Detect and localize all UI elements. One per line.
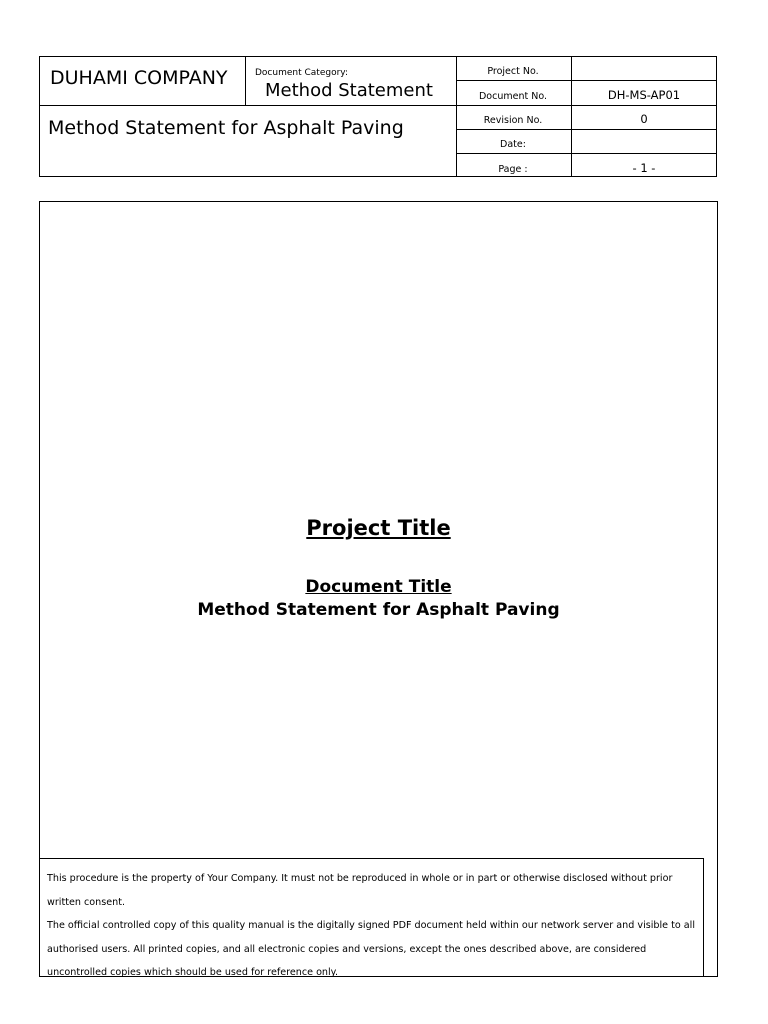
document-category-value: Method Statement (265, 80, 433, 101)
page-value: - 1 - (632, 161, 656, 175)
revision-no-value: 0 (640, 112, 648, 126)
header-divider (456, 80, 717, 81)
header-divider (245, 57, 246, 105)
document-no-value: DH-MS-AP01 (607, 88, 681, 102)
date-label: Date: (500, 139, 526, 150)
document-no-label: Document No. (478, 91, 547, 102)
cover-page (39, 201, 718, 977)
header-divider (456, 105, 717, 106)
disclaimer-paragraph: The official controlled copy of this quality manual is the digitally signed PDF document held within our network server and visible to all authorised users. All printed copies, and all electronic copies and versions, except the ones described above, are considered uncontrolled copies which should be used for reference only. (47, 920, 695, 978)
disclaimer-box (40, 858, 704, 977)
header-divider (40, 105, 456, 106)
document-header (39, 56, 717, 177)
header-divider (456, 153, 717, 154)
revision-no-label: Revision No. (483, 115, 543, 126)
document-title: Method Statement for Asphalt Paving (197, 600, 560, 620)
document-header-title: Method Statement for Asphalt Paving (48, 117, 404, 139)
document-category-label: Document Category: (255, 68, 348, 78)
header-divider (456, 129, 717, 130)
company-name: DUHAMI COMPANY (50, 67, 228, 89)
disclaimer-paragraph: This procedure is the property of Your Company. It must not be reproduced in whole or in part or otherwise disclosed without prior written consent. (47, 873, 673, 908)
document-title-label: Document Title (305, 577, 452, 597)
project-no-label: Project No. (487, 66, 539, 77)
project-title: Project Title (306, 516, 451, 540)
page-label: Page : (498, 164, 528, 175)
